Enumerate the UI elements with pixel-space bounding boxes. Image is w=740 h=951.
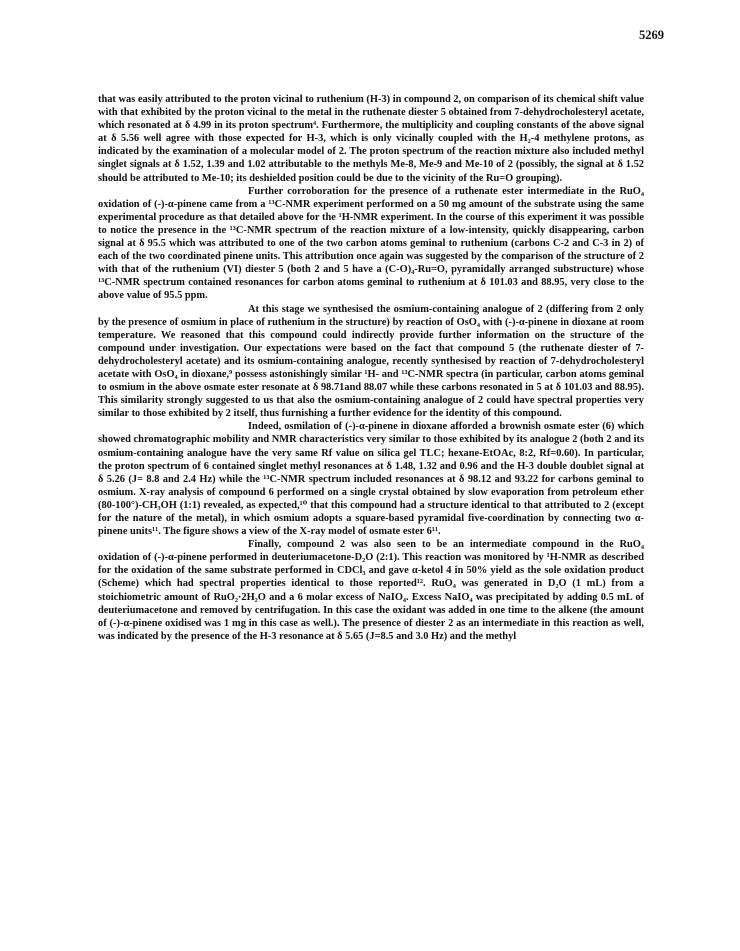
paragraph-1: that was easily attributed to the proton vicinal to ruthenium (H-3) in compound 2, on comparison of its chemical shift value with that exhibited by the proton vicinal to the metal in the ruthenate diester 5 obtained from 7-dehydrocholesteryl acetate, which resonated at δ 4.99 in its proton spectrum⁴. Furthermore, the multiplicity and coupling constants of the above signal at δ 5.56 well agree with those expected for H-3, which is only vicinally coupled with the H₂-4 methylene protons, as indicated by the examination of a molecular model of 2. The proton spectrum of the reaction mixture also included methyl singlet signals at δ 1.52, 1.39 and 1.02 attributable to the methyls Me-8, Me-9 and Me-10 of 2 (possibly, the signal at δ 1.52 should be attributed to Me-10; its deshielded position could be due to the vicinity of the Ru=O grouping).: [98, 94, 644, 184]
body-text: [98, 93, 644, 643]
paragraph-2: Further corroboration for the presence of a ruthenate ester intermediate in the RuO₄ oxidation of (-)-α-pinene came from a ¹³C-NMR experiment performed on a 50 mg amount of the substrate using the same experimental procedure as that detailed above for the ¹H-NMR experiment. In the course of this experiment it was possible to notice the presence in the ¹³C-NMR spectrum of the reaction mixture of a low-intensity, quickly disappearing, carbon signal at δ 95.5 which was attributed to one of the two carbon atoms geminal to ruthenium (carbons C-2 and C-3 in 2) of each of the two coordinated pinene units. This attribution once again was suggested by the comparison of the structure of 2 with that of the ruthenium (VI) diester 5 (both 2 and 5 have a (C-O)₄-Ru=O, pyramidally arranged substructure) whose ¹³C-NMR spectrum contained resonances for carbon atoms geminal to ruthenium at δ 101.03 and 88.95, very close to the above value of 95.5 ppm.: [98, 185, 644, 302]
paragraph-4: Indeed, osmilation of (-)-α-pinene in dioxane afforded a brownish osmate ester (6) which showed chromatographic mobility and NMR characteristics very similar to those exhibited by its analogue 2 (both 2 and its osmium-containing analogue have the very same Rf value on silica gel TLC; hexane-EtOAc, 8:2, Rf=0.60). In particular, the proton spectrum of 6 contained singlet methyl resonances at δ 1.48, 1.32 and 0.96 and the H-3 double doublet signal at δ 5.26 (J= 8.8 and 2.4 Hz) while the ¹³C-NMR spectrum included resonances at δ 98.12 and 93.22 for carbons geminal to osmium. X-ray analysis of compound 6 performed on a single crystal obtained by slow evaporation from petroleum ether (80-100°)-CH₃OH (1:1) revealed, as expected,¹⁰ that this compound had a structure identical to that attributed to 2 (except for the nature of the metal), in which osmium adopts a square-based pyramidal five-coordination by connecting two α-pinene units¹¹. The figure shows a view of the X-ray model of osmate ester 6¹¹.: [98, 421, 644, 538]
paragraph-3: At this stage we synthesised the osmium-containing analogue of 2 (differing from 2 only by the presence of osmium in place of ruthenium in the structure) by reaction of OsO₄ with (-)-α-pinene in dioxane at room temperature. We reasoned that this compound could indirectly provide further information on the structure of the compound under investigation. Our expectations were based on the fact that compound 5 (the ruthenate diester of 7-dehydrocholesteryl acetate) and its osmium-containing analogue, recently synthesised by reaction of 7-dehydrocholesteryl acetate with OsO₄ in dioxane,⁹ possess astonishingly similar ¹H- and ¹³C-NMR spectra (in particular, carbon atoms geminal to osmium in the above osmate ester resonate at δ 98.71and 88.07 while these carbons resonated in 5 at δ 101.03 and 88.95). This similarity strongly suggested to us that also the osmium-containing analogue of 2 could have spectral properties very similar to those exhibited by 2 itself, thus furnishing a further evidence for the identity of this compound.: [98, 303, 644, 420]
page-number: 5269: [639, 28, 664, 42]
paragraph-5: Finally, compound 2 was also seen to be an intermediate compound in the RuO₄ oxidation of (-)-α-pinene performed in deuteriumacetone-D₂O (2:1). This reaction was monitored by ¹H-NMR as described for the oxidation of the same substrate performed in CDCl₃ and gave α-ketol 4 in 50% yield as the sole oxidation product (Scheme) which had spectral properties identical to those reported¹². RuO₄ was generated in D₂O (1 mL) from a stoichiometric amount of RuO₂·2H₂O and a 6 molar excess of NaIO₄. Excess NaIO₄ was precipitated by adding 0.5 mL of deuteriumacetone and removed by centrifugation. In this case the oxidant was added in one time to the alkene (the amount of (-)-α-pinene oxidised was 1 mg in this case as well.). The presence of diester 2 as an intermediate in this reaction as well, was indicated by the presence of the H-3 resonance at δ 5.65 (J=8.5 and 3.0 Hz) and the methyl: [98, 539, 644, 642]
